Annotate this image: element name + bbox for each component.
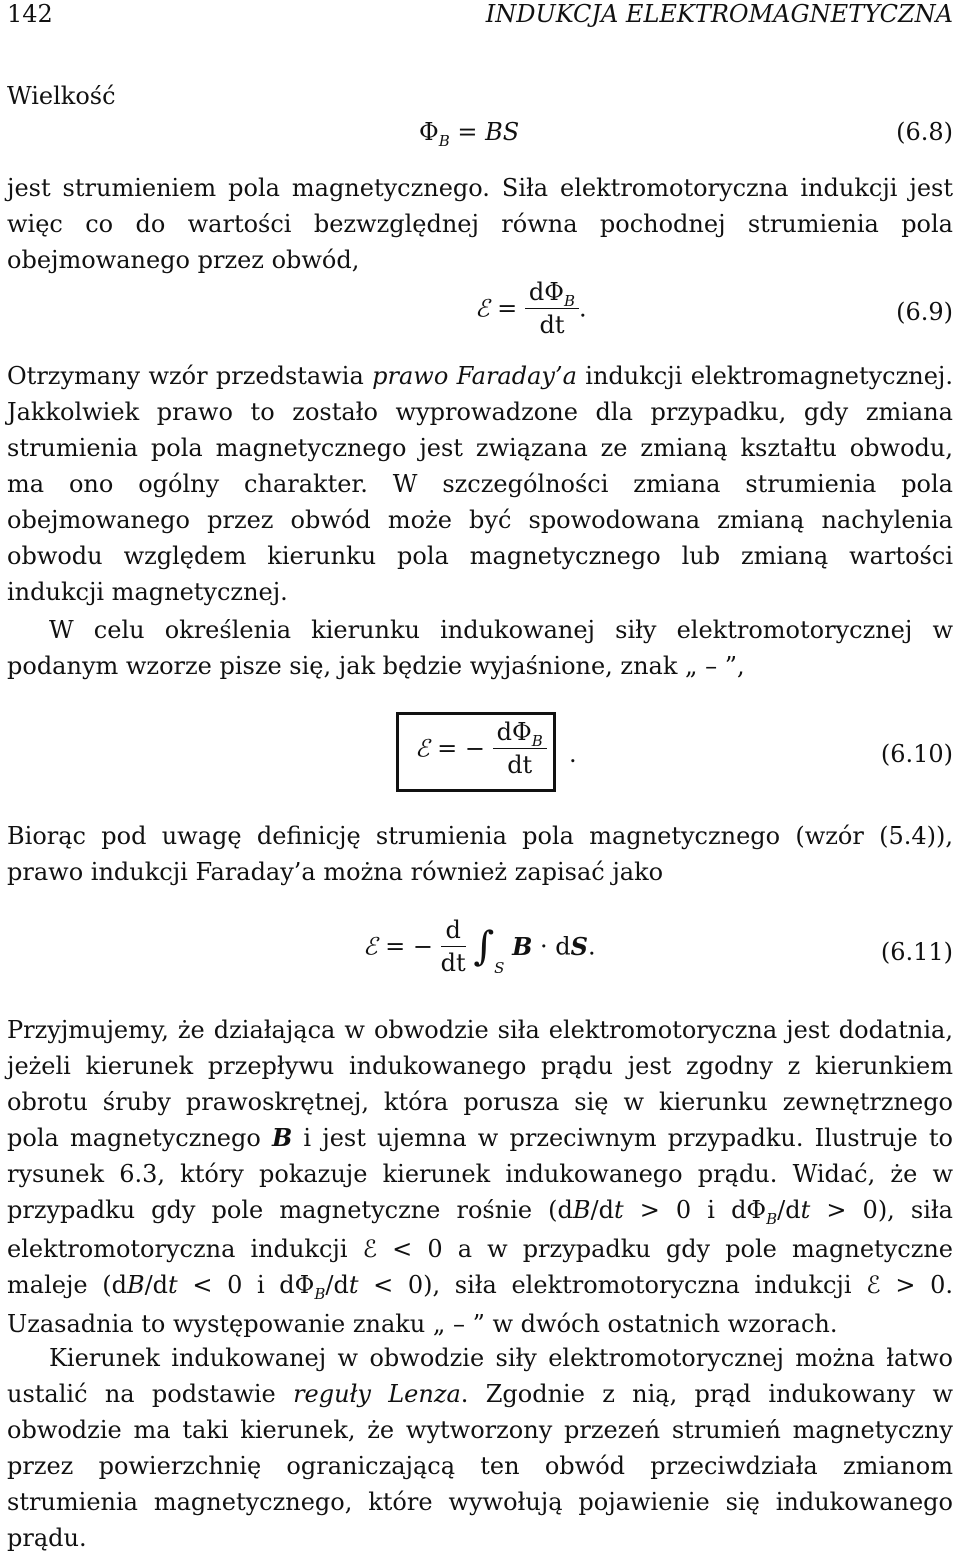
equation-6-11-integral: ∫ [473, 923, 495, 970]
p5-vector-b: B [271, 1123, 293, 1152]
equation-6-8-number: (6.8) [896, 118, 953, 146]
equation-6-9 [7, 278, 953, 346]
equation-6-9-num-symbol: dΦ [528, 278, 564, 306]
p5-text-7: /d [144, 1271, 169, 1299]
equation-6-8-rhs: = BS [457, 118, 520, 146]
p5-text-6: > 0), siła elektromotoryczna indukcji ℰ < 0 a w przypadku gdy pole magnetyczne maleje (d [7, 1196, 953, 1299]
equation-6-9-number: (6.9) [896, 298, 953, 326]
equation-6-10 [7, 718, 953, 788]
intro-word: Wielkość [7, 82, 116, 110]
equation-6-11-denominator: dt [440, 949, 466, 977]
page-number: 142 [7, 0, 53, 28]
equation-6-9-denominator: dt [539, 311, 565, 339]
equation-6-9-body [475, 278, 587, 339]
equation-6-10-number: (6.10) [880, 740, 953, 768]
p5-var-t-1: t [613, 1196, 624, 1224]
paragraph-faraday-law-lead: Otrzymany wzór przedstawia [7, 362, 373, 390]
p5-text-3: /d [590, 1196, 614, 1224]
paragraph-lenz-rule-rest: . Zgodnie z nią, prąd indukowany w obwodzie ma taki kierunek, że wytworzony przezeń strumień magnetyczny przez powierzchnię ograniczającą ten obwód przeciwdziała zmianom strumienia magnetycznego, które wywołują pojawienie się indukowanego prądu. [7, 1380, 954, 1552]
equation-6-10-body [415, 718, 547, 779]
equation-6-10-lhs: ℰ = − [415, 734, 486, 763]
equation-6-8-subscript: B [438, 132, 450, 150]
equation-6-10-num-sub: B [531, 732, 543, 750]
equation-6-11-integral-domain: S [494, 959, 505, 977]
equation-6-11-vector-s: S [570, 932, 588, 961]
p5-text-5: /d [777, 1196, 801, 1224]
p5-var-t-3: t [168, 1271, 178, 1299]
p5-var-t-4: t [348, 1271, 359, 1299]
p5-sub-b-1: B [766, 1210, 778, 1228]
equation-6-9-numerator [525, 278, 579, 309]
equation-6-11-lhs: ℰ = − [363, 932, 434, 961]
equation-6-9-lhs: ℰ = [475, 294, 518, 323]
p5-text-4: > 0 i dΦ [623, 1196, 767, 1224]
equation-6-10-denominator: dt [507, 751, 533, 779]
p5-var-b-2: B [126, 1271, 145, 1299]
equation-6-10-tail: . [569, 740, 577, 768]
paragraph-lenz-rule-emphasis: reguły Lenza [293, 1380, 461, 1408]
paragraph-sign-positive-direction [7, 1012, 953, 1342]
equation-6-11-fraction [441, 916, 466, 977]
p5-text-1: Przyjmujemy, że działająca w obwodzie siła elektromotoryczna jest dodatnia, jeżeli kierunek przepływu indukowanego prądu jest zgodny z kierunkiem obrotu śruby prawoskrętnej, która porusza się w kierunku zewnętrznego pola magnetycznego [7, 1016, 953, 1152]
running-title: INDUKCJA ELEKTROMAGNETYCZNA [485, 0, 953, 28]
equation-6-9-num-sub: B [563, 292, 575, 310]
equation-6-10-num-symbol: dΦ [496, 718, 532, 746]
paragraph-flux-definition: jest strumieniem pola magnetycznego. Siła elektromotoryczna indukcji jest więc co do wartości bezwzględnej równa pochodnej strumienia pola obejmowanego przez obwód, [7, 174, 953, 274]
equation-6-11-dot: · d [532, 932, 571, 961]
equation-6-10-numerator [493, 718, 547, 749]
p5-text-10: < 0), siła elektromotoryczna indukcji ℰ > 0. Uzasadnia to występowanie znaku „ – ” w dwóch ostatnich wzorach. [7, 1271, 953, 1338]
paragraph-alternative-form: Biorąc pod uwagę definicję strumienia pola magnetycznego (wzór (5.4)), prawo indukcji Faraday’a można również zapisać jako [7, 822, 953, 886]
paragraph-lenz-rule [7, 1340, 953, 1556]
p5-text-8: < 0 i dΦ [177, 1271, 315, 1299]
paragraph-faraday-law-emphasis: prawo Faraday’a [372, 362, 577, 390]
equation-6-8-body [419, 118, 520, 150]
equation-6-9-fraction [525, 278, 579, 339]
p5-var-b-1: B [572, 1196, 591, 1224]
equation-6-9-tail: . [579, 294, 587, 323]
paragraph-faraday-law-rest: indukcji elektromagnetycznej. Jakkolwiek prawo to zostało wyprowadzone dla przypadku, gdy zmiana strumienia pola magnetycznego jest związana ze zmianą kształtu obwodu, ma ono ogólny charakter. W szczególności zmiana strumienia pola obejmowanego przez obwód może być spowodowana zmianą nachylenia obwodu względem kierunku pola magnetycznego lub zmianą wartości indukcji magnetycznej. [7, 362, 953, 606]
equation-6-11-vector-b: B [512, 932, 533, 961]
running-header [7, 0, 953, 32]
equation-6-11-numerator: d [441, 916, 466, 947]
paragraph-lenz-rule-lead: Kierunek indukowanej w obwodzie siły elektromotorycznej można łatwo ustalić na podstawie [7, 1344, 953, 1408]
equation-6-8 [7, 116, 953, 152]
p5-text-9: /d [325, 1271, 349, 1299]
p5-text-2: i jest ujemna w przeciwnym przypadku. Ilustruje to rysunek 6.3, który pokazuje kierunek indukowanego prądu. Widać, że w przypadku gdy pole magnetyczne rośnie (d [7, 1124, 954, 1224]
p5-var-t-2: t [800, 1196, 811, 1224]
p5-sub-b-2: B [314, 1285, 326, 1303]
equation-6-11 [7, 916, 953, 992]
equation-6-11-body [363, 916, 596, 977]
equation-6-11-tail: . [587, 932, 596, 961]
equation-6-8-phi: Φ [419, 118, 439, 146]
equation-6-11-number: (6.11) [880, 938, 953, 966]
paragraph-sign-convention: W celu określenia kierunku indukowanej siły elektromotorycznej w podanym wzorze pisze się, jak będzie wyjaśnione, znak „ – ”, [7, 616, 953, 680]
paragraph-faraday-law [7, 358, 953, 610]
equation-6-10-fraction [493, 718, 547, 779]
